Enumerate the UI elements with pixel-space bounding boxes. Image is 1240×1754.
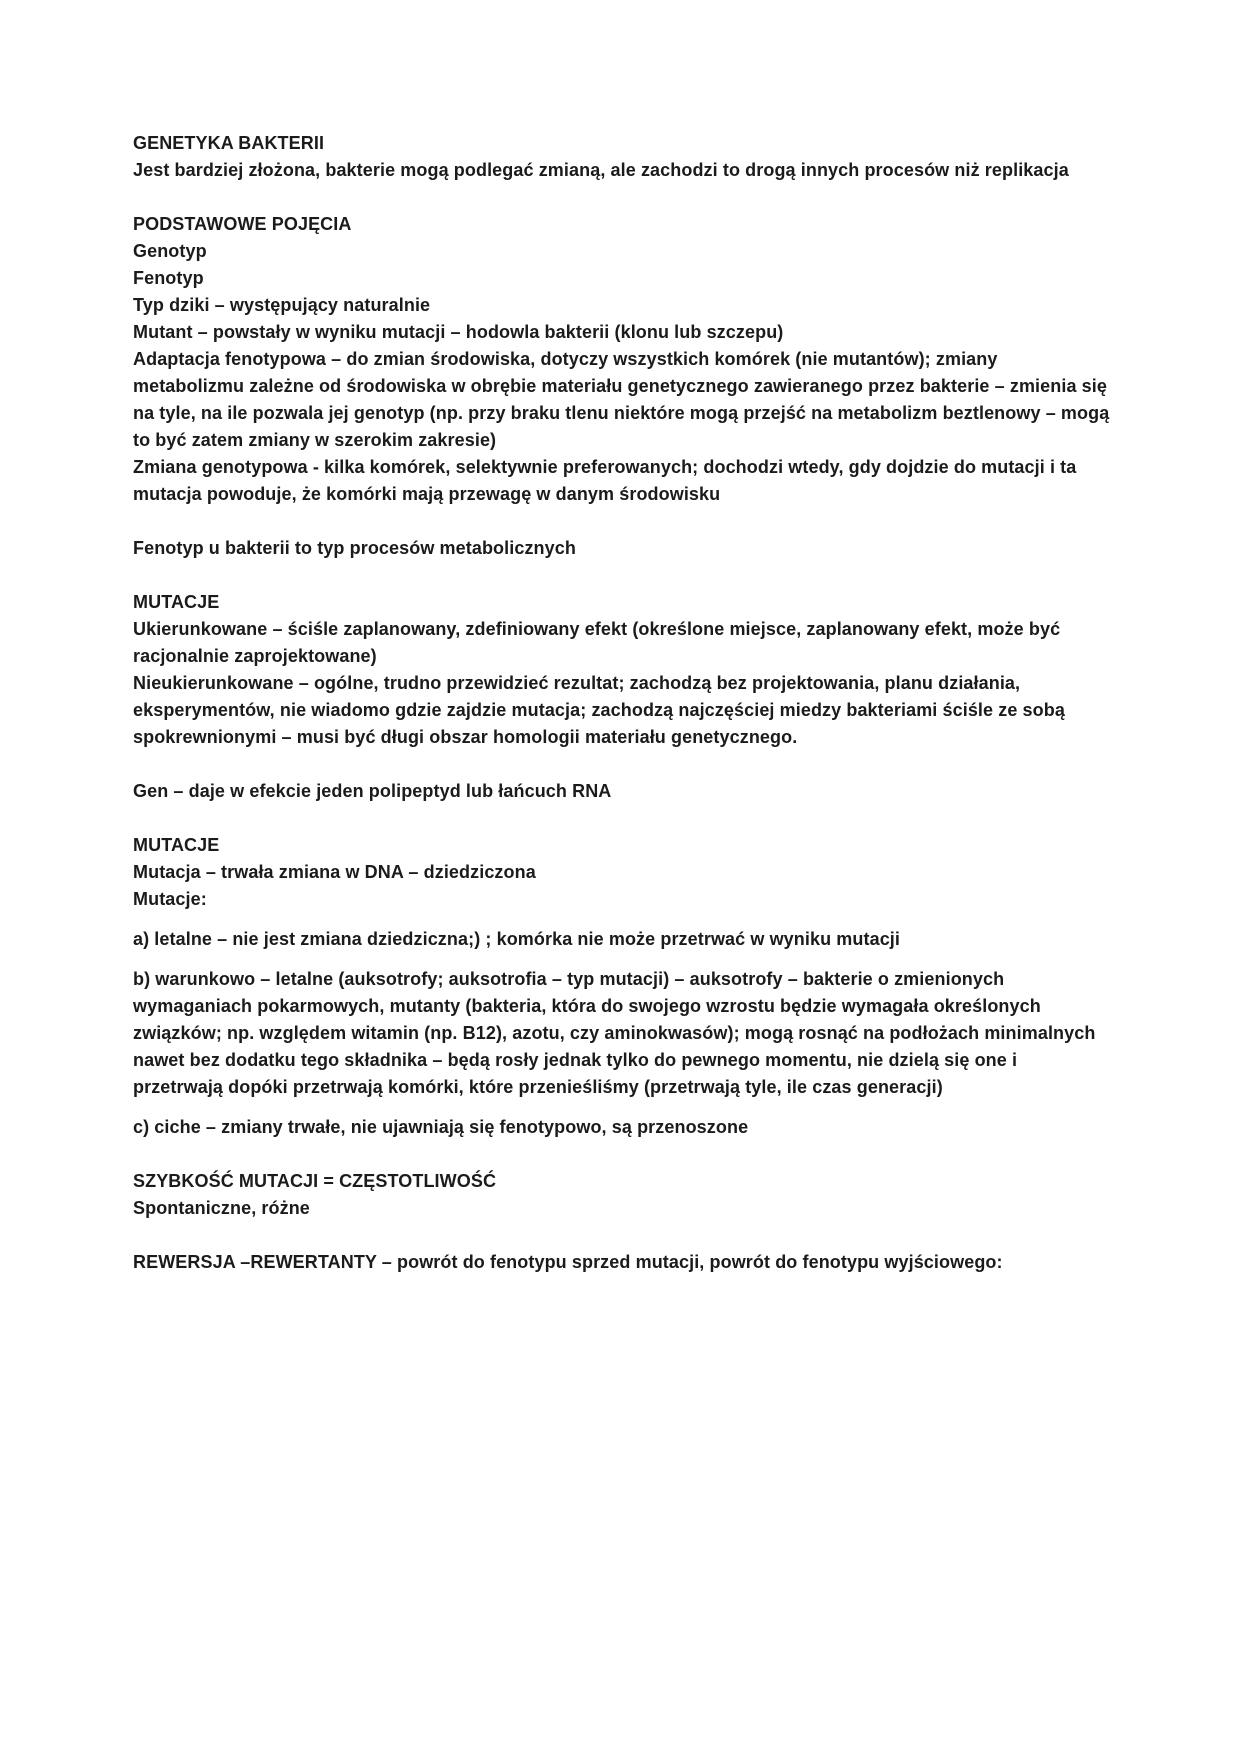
paragraph-intro: Jest bardziej złożona, bakterie mogą podlegać zmianą, ale zachodzi to drogą innych procesów niż replikacja	[133, 160, 1069, 180]
document-text-column	[133, 130, 1111, 1276]
paragraph-mutacja-definicja: Mutacja – trwała zmiana w DNA – dziedziczona	[133, 862, 536, 882]
list-item-a-letalne: a) letalne – nie jest zmiana dziedziczna;) ; komórka nie może przetrwać w wyniku mutacji	[133, 929, 901, 949]
paragraph-spontaniczne: Spontaniczne, różne	[133, 1198, 310, 1218]
paragraph-ukierunkowane: Ukierunkowane – ściśle zaplanowany, zdefiniowany efekt (określone miejsce, zaplanowany efekt, może być racjonalnie zaprojektowane)	[133, 619, 1061, 666]
paragraph-fenotyp: Fenotyp	[133, 268, 204, 288]
paragraph-zmiana-genotypowa: Zmiana genotypowa - kilka komórek, selektywnie preferowanych; dochodzi wtedy, gdy dojdzie do mutacji i ta mutacja powoduje, że komórki mają przewagę w danym środowisku	[133, 457, 1077, 504]
paragraph-typ-dziki: Typ dziki – występujący naturalnie	[133, 295, 431, 315]
list-item-c-ciche: c) ciche – zmiany trwałe, nie ujawniają się fenotypowo, są przenoszone	[133, 1117, 749, 1137]
section-heading-szybkosc-mutacji: SZYBKOŚĆ MUTACJI = CZĘSTOTLIWOŚĆ	[133, 1171, 497, 1191]
paragraph-mutant: Mutant – powstały w wyniku mutacji – hodowla bakterii (klonu lub szczepu)	[133, 322, 784, 342]
paragraph-fenotyp-u-bakterii: Fenotyp u bakterii to typ procesów metabolicznych	[133, 538, 576, 558]
section-heading-podstawowe-pojecia: PODSTAWOWE POJĘCIA	[133, 214, 352, 234]
paragraph-mutacje-label: Mutacje:	[133, 889, 207, 909]
paragraph-gen: Gen – daje w efekcie jeden polipeptyd lub łańcuch RNA	[133, 781, 612, 801]
doc-title: GENETYKA BAKTERII	[133, 133, 325, 153]
paragraph-nieukierunkowane: Nieukierunkowane – ogólne, trudno przewidzieć rezultat; zachodzą bez projektowania, planu działania, eksperymentów, nie wiadomo gdzie zajdzie mutacja; zachodzą najczęściej miedzy bakteriami ściśle ze sobą spokrewnionymi – musi być długi obszar homologii materiału genetycznego.	[133, 673, 1065, 747]
section-heading-mutacje-1: MUTACJE	[133, 592, 220, 612]
list-item-b-warunkowo-letalne: b) warunkowo – letalne (auksotrofy; auksotrofia – typ mutacji) – auksotrofy – bakterie o zmienionych wymaganiach pokarmowych, mutanty (bakteria, która do swojego wzrostu będzie wymagała określonych związków; np. względem witamin (np. B12), azotu, czy aminokwasów); mogą rosnąć na podłożach minimalnych nawet bez dodatku tego składnika – będą rosły jednak tylko do pewnego momentu, nie dzielą się one i przetrwają dopóki przetrwają komórki, które przenieśliśmy (przetrwają tyle, ile czas generacji)	[133, 969, 1096, 1097]
paragraph-adaptacja-fenotypowa: Adaptacja fenotypowa – do zmian środowiska, dotyczy wszystkich komórek (nie mutantów); zmiany metabolizmu zależne od środowiska w obrębie materiału genetycznego zawieranego przez bakterie – zmienia się na tyle, na ile pozwala jej genotyp (np. przy braku tlenu niektóre mogą przejść na metabolizm beztlenowy – mogą to być zatem zmiany w szerokim zakresie)	[133, 349, 1110, 450]
section-heading-mutacje-2: MUTACJE	[133, 835, 220, 855]
paragraph-genotyp: Genotyp	[133, 241, 207, 261]
paragraph-rewersja-rewertanty: REWERSJA –REWERTANTY – powrót do fenotypu sprzed mutacji, powrót do fenotypu wyjściowego:	[133, 1252, 1003, 1272]
